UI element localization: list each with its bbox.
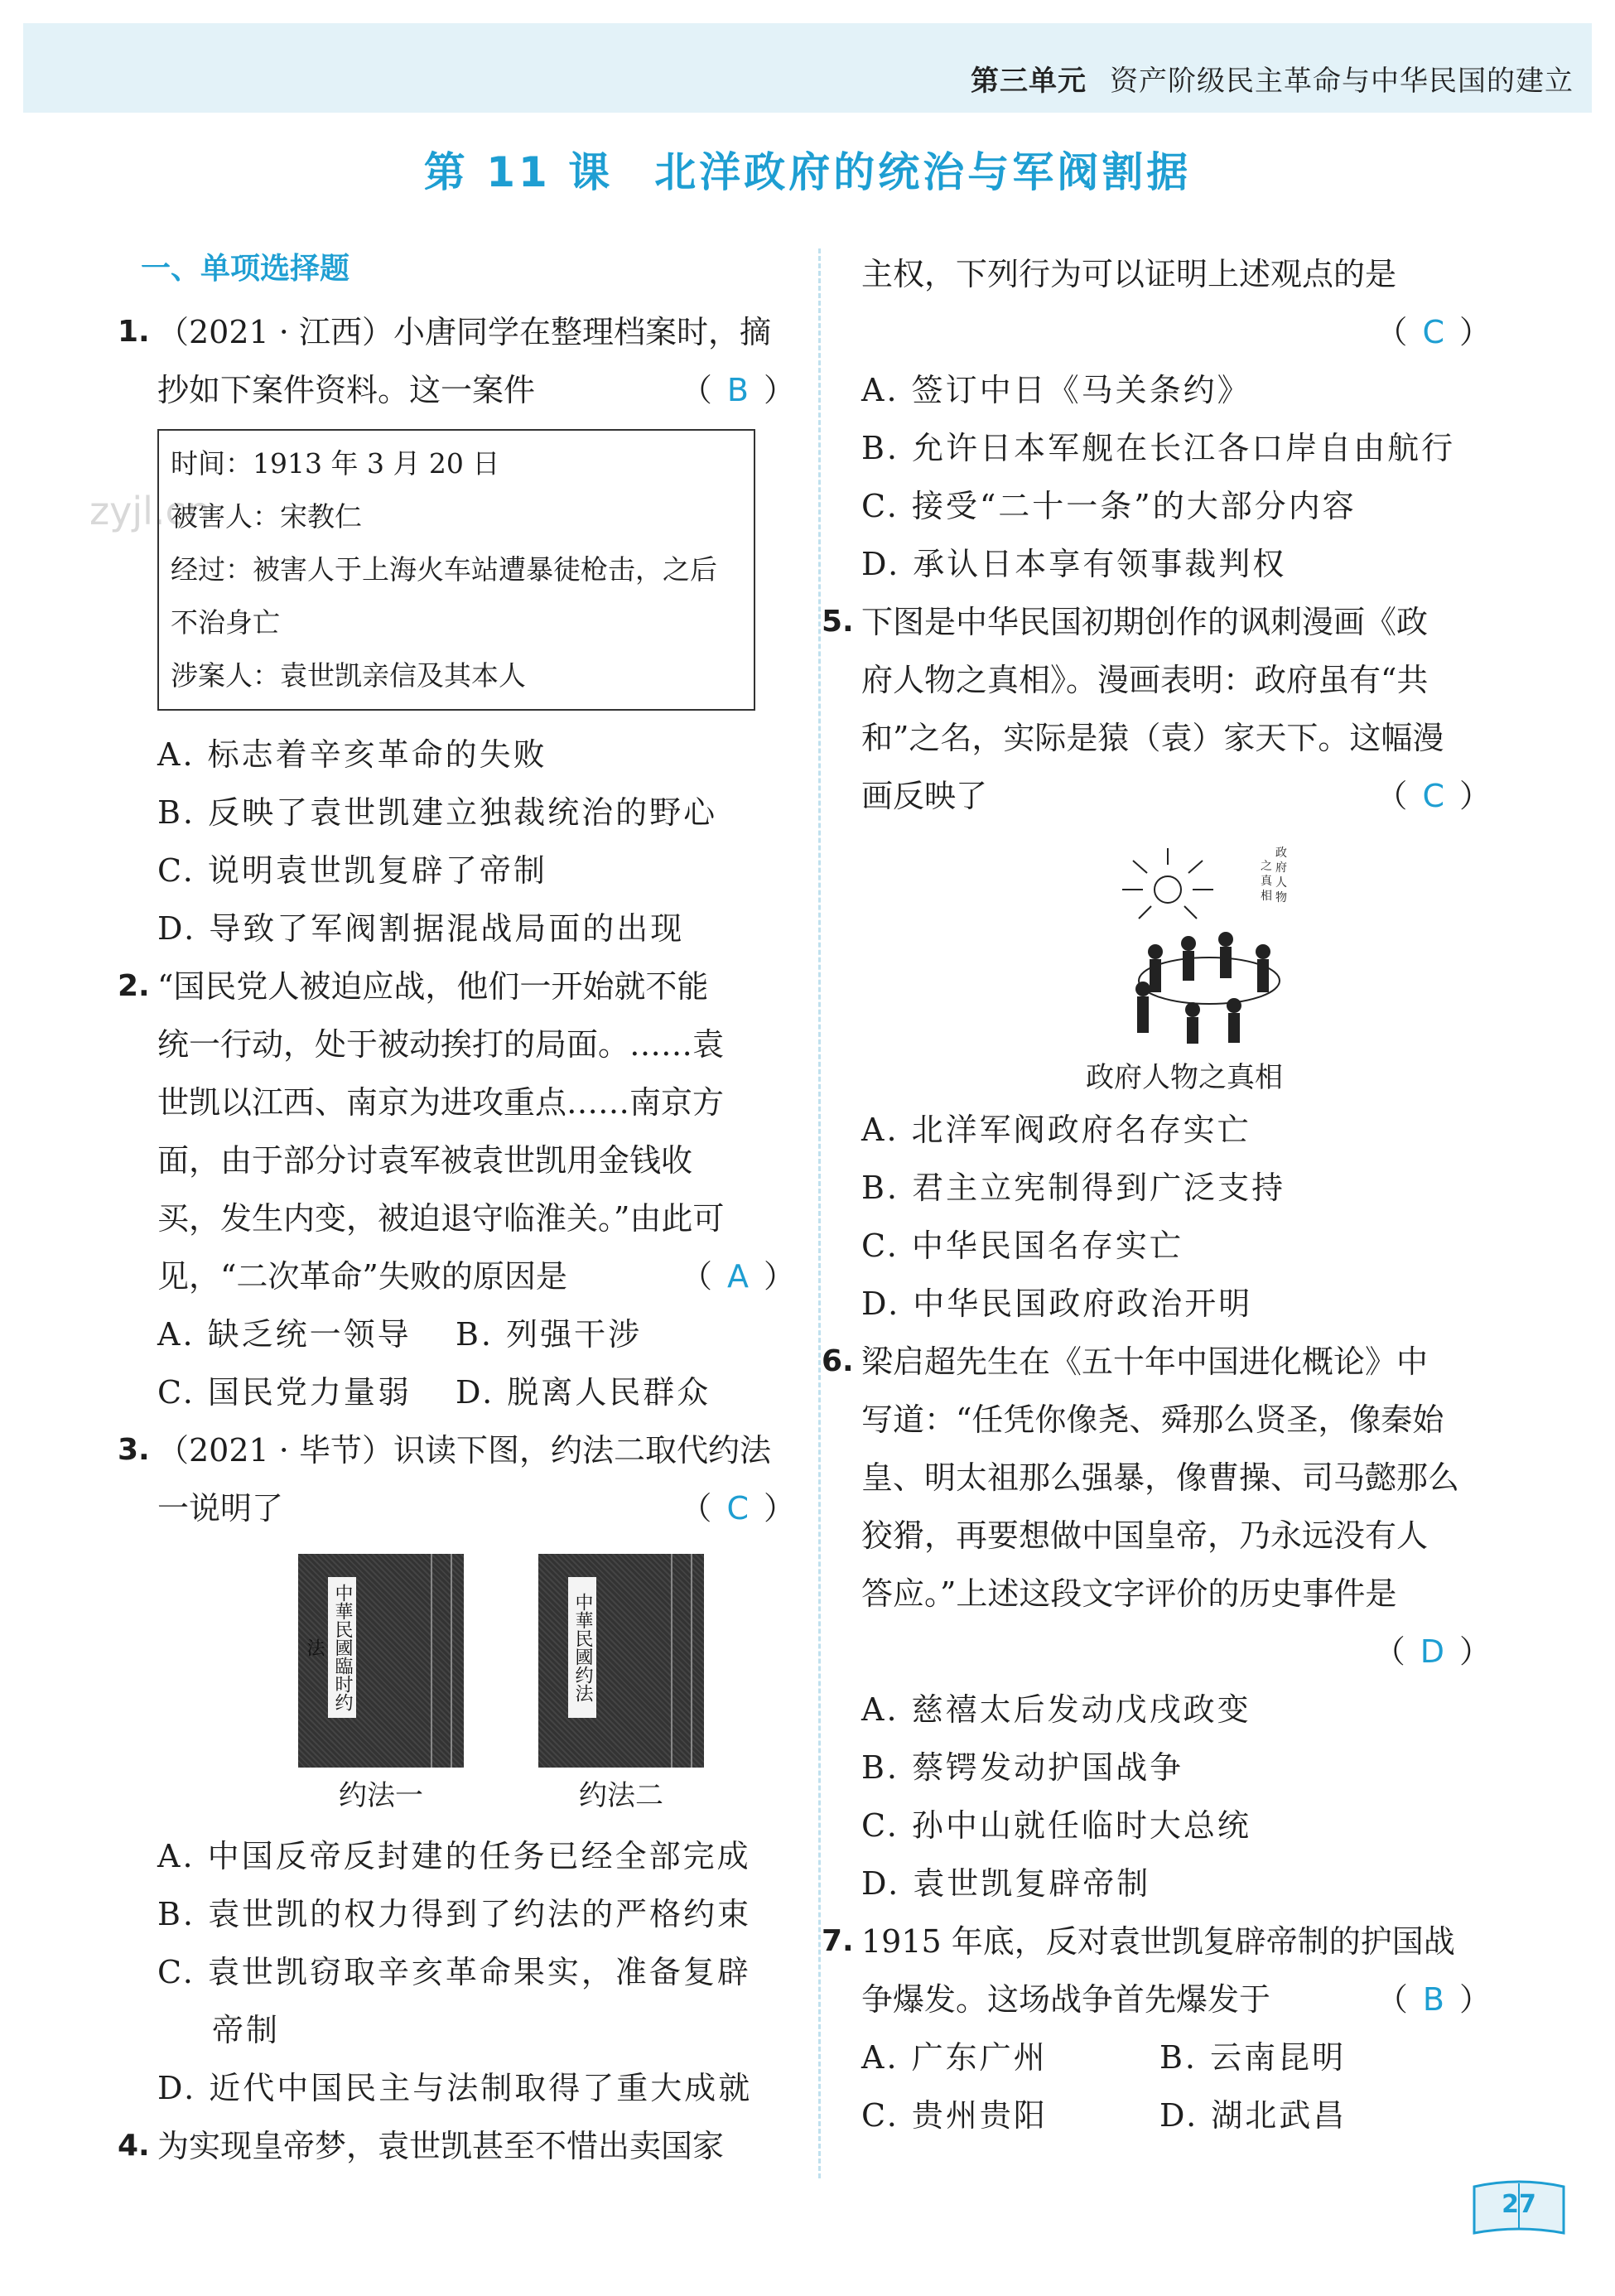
option-b: B. 袁世凯的权力得到了约法的严格约束 bbox=[157, 1896, 752, 1932]
option-c: C. 贵州贵阳 bbox=[861, 2097, 1048, 2134]
answer-letter: C bbox=[1422, 778, 1444, 814]
answer-bracket: （ D ） bbox=[1373, 1633, 1491, 1670]
svg-text:人: 人 bbox=[1275, 876, 1287, 890]
case-suspect: 涉案人：袁世凯亲信及其本人 bbox=[171, 659, 526, 692]
answer-bracket: （ C ） bbox=[1376, 778, 1491, 814]
question-text: （2021 · 江西）小唐同学在整理档案时，摘 bbox=[157, 314, 771, 350]
question-text: 主权，下列行为可以证明上述观点的是 bbox=[861, 256, 1397, 292]
book-2 bbox=[538, 1554, 704, 1819]
question-text: “国民党人被迫应战，他们一开始就不能 bbox=[157, 968, 709, 1005]
question-text: 狡猾，再要想做中国皇帝，乃永远没有人 bbox=[861, 1517, 1429, 1554]
question-text: 和”之名，实际是猿（袁）家天下。这幅漫 bbox=[861, 720, 1444, 756]
question-2-line bbox=[157, 1189, 795, 1247]
right-column bbox=[822, 245, 1491, 2144]
option-b: B. 君主立宪制得到广泛支持 bbox=[861, 1170, 1286, 1206]
option-b: B. 列强干涉 bbox=[456, 1316, 643, 1353]
question-text: 为实现皇帝梦，袁世凯甚至不惜出卖国家 bbox=[157, 2128, 725, 2164]
question-text: 统一行动，处于被动挨打的局面。……袁 bbox=[157, 1026, 725, 1063]
page-number: 27 bbox=[1502, 2190, 1536, 2219]
book-spine bbox=[431, 1554, 452, 1768]
option-a: A. 北洋军阀政府名存实亡 bbox=[861, 1112, 1251, 1148]
question-6-line bbox=[861, 1391, 1491, 1449]
question-number: 5. bbox=[822, 605, 854, 639]
running-header bbox=[971, 58, 1574, 99]
option-c: C. 袁世凯窃取辛亥革命果实，准备复辟 bbox=[157, 1954, 751, 1990]
option-row bbox=[157, 1363, 795, 1421]
section-heading: 一、单项选择题 bbox=[141, 252, 350, 286]
option-d: D. 湖北武昌 bbox=[1159, 2097, 1347, 2134]
question-4-line bbox=[118, 2117, 795, 2175]
lesson-number: 第 11 课 bbox=[423, 148, 614, 196]
option-d: D. 袁世凯复辟帝制 bbox=[861, 1865, 1151, 1902]
question-number: 2. bbox=[118, 969, 150, 1003]
question-2-line bbox=[157, 1015, 795, 1073]
question-6-line bbox=[822, 1333, 1491, 1391]
unit-label: 第三单元 bbox=[971, 65, 1087, 98]
option-b: B. 允许日本军舰在长江各口岸自由航行 bbox=[861, 430, 1456, 466]
option-a: A. 缺乏统一领导 bbox=[157, 1316, 412, 1353]
question-2-line bbox=[118, 957, 795, 1015]
question-5-line bbox=[861, 651, 1491, 709]
case-process: 经过：被害人于上海火车站遭暴徒枪击，之后 bbox=[171, 553, 717, 586]
answer-bracket: （ A ） bbox=[680, 1258, 795, 1295]
question-1-line bbox=[118, 303, 795, 361]
question-text: 争爆发。这场战争首先爆发于 bbox=[861, 1981, 1271, 2018]
svg-text:相: 相 bbox=[1261, 890, 1272, 903]
watermark: zyjl.cn bbox=[89, 489, 210, 533]
question-text: 下图是中华民国初期创作的讽刺漫画《政 bbox=[861, 604, 1429, 640]
question-5-line bbox=[861, 767, 1491, 825]
book-cover-image bbox=[298, 1554, 464, 1768]
answer-bracket: （ C ） bbox=[680, 1490, 795, 1527]
figure-caption: 约法二 bbox=[579, 1779, 663, 1812]
answer-letter: A bbox=[726, 1258, 749, 1295]
option-d: D. 脱离人民群众 bbox=[456, 1374, 711, 1411]
option-c: C. 国民党力量弱 bbox=[157, 1374, 412, 1411]
book-1 bbox=[298, 1554, 464, 1819]
answer-letter: C bbox=[1422, 314, 1444, 350]
question-6-line bbox=[861, 1565, 1491, 1623]
question-text: 面，由于部分讨袁军被袁世凯用金钱收 bbox=[157, 1142, 693, 1179]
column-divider bbox=[818, 248, 821, 2178]
question-text: 画反映了 bbox=[861, 778, 988, 814]
option-a: A. 标志着辛亥革命的失败 bbox=[157, 736, 547, 773]
question-text: 1915 年底，反对袁世凯复辟帝制的护国战 bbox=[861, 1923, 1455, 1960]
figure-caption: 约法一 bbox=[339, 1779, 423, 1812]
svg-text:政: 政 bbox=[1275, 847, 1287, 860]
question-text: 梁启超先生在《五十年中国进化概论》中 bbox=[861, 1343, 1429, 1380]
question-7-line bbox=[822, 1913, 1491, 1970]
question-text: 世凯以江西、南京为进攻重点……南京方 bbox=[157, 1084, 725, 1121]
option-b: B. 反映了袁世凯建立独裁统治的野心 bbox=[157, 794, 718, 831]
question-text: （2021 · 毕节）识读下图，约法二取代约法 bbox=[157, 1432, 771, 1469]
option-c: C. 中华民国名存实亡 bbox=[861, 1228, 1184, 1264]
question-4-answer-line bbox=[861, 303, 1491, 361]
page-number-badge bbox=[1469, 2178, 1569, 2241]
satirical-cartoon-image bbox=[1110, 840, 1300, 1047]
option-b: B. 蔡锷发动护国战争 bbox=[861, 1749, 1184, 1786]
question-number: 3. bbox=[118, 1433, 150, 1467]
question-2-line bbox=[157, 1131, 795, 1189]
question-4-line bbox=[861, 245, 1491, 303]
unit-title: 资产阶级民主革命与中华民国的建立 bbox=[1110, 65, 1574, 98]
question-text: 府人物之真相》。漫画表明：政府虽有“共 bbox=[861, 662, 1429, 698]
option-a: A. 慈禧太后发动戊戌政变 bbox=[861, 1691, 1251, 1728]
option-row bbox=[861, 2086, 1491, 2144]
answer-bracket: （ B ） bbox=[680, 372, 795, 408]
question-5-line bbox=[861, 709, 1491, 767]
question-number: 6. bbox=[822, 1344, 854, 1378]
figure-caption: 政府人物之真相 bbox=[1086, 1061, 1283, 1094]
answer-letter: C bbox=[726, 1490, 749, 1527]
option-d: D. 承认日本享有领事裁判权 bbox=[861, 546, 1287, 582]
question-6-line bbox=[861, 1507, 1491, 1565]
question-text: 见，“二次革命”失败的原因是 bbox=[157, 1258, 567, 1295]
question-1-line bbox=[157, 361, 795, 419]
answer-bracket: （ C ） bbox=[1376, 314, 1491, 350]
option-d: D. 中华民国政府政治开明 bbox=[861, 1285, 1253, 1322]
option-d: D. 近代中国民主与法制取得了重大成就 bbox=[157, 2070, 753, 2106]
question-5-line bbox=[822, 593, 1491, 651]
svg-text:物: 物 bbox=[1275, 891, 1287, 904]
book-title-label: 中華民國约法 bbox=[568, 1577, 596, 1718]
question-3-line bbox=[118, 1421, 795, 1479]
book-title-label: 中華民國臨时约法 bbox=[328, 1577, 356, 1718]
option-c: C. 说明袁世凯复辟了帝制 bbox=[157, 852, 547, 889]
option-c-cont: 帝制 bbox=[212, 2012, 281, 2048]
option-b: B. 云南昆明 bbox=[1159, 2039, 1347, 2076]
option-c: C. 接受“二十一条”的大部分内容 bbox=[861, 488, 1357, 524]
lesson-name: 北洋政府的统治与军阀割据 bbox=[654, 148, 1192, 196]
lesson-title bbox=[0, 139, 1615, 199]
option-a: A. 广东广州 bbox=[861, 2039, 1048, 2076]
svg-text:之: 之 bbox=[1261, 860, 1272, 873]
question-number: 4. bbox=[118, 2129, 150, 2163]
question-3-line bbox=[157, 1479, 795, 1537]
answer-bracket: （ B ） bbox=[1376, 1981, 1491, 2018]
option-d: D. 导致了军阀割据混战局面的出现 bbox=[157, 910, 685, 947]
question-7-line bbox=[861, 1970, 1491, 2028]
question-number: 7. bbox=[822, 1924, 854, 1958]
question-2-line bbox=[157, 1073, 795, 1131]
case-victim: 被害人：宋教仁 bbox=[171, 500, 362, 533]
book-spine bbox=[671, 1554, 692, 1768]
constitution-figure bbox=[207, 1554, 795, 1819]
question-text: 皇、明太祖那么强暴，像曹操、司马懿那么 bbox=[861, 1459, 1460, 1496]
question-text: 答应。”上述这段文字评价的历史事件是 bbox=[861, 1575, 1397, 1612]
question-6-line bbox=[861, 1449, 1491, 1507]
case-time: 时间：1913 年 3 月 20 日 bbox=[171, 447, 500, 480]
svg-text:真: 真 bbox=[1261, 875, 1272, 888]
question-2-line bbox=[157, 1247, 795, 1305]
option-row bbox=[157, 1305, 795, 1363]
question-text: 抄如下案件资料。这一案件 bbox=[157, 372, 536, 408]
book-cover-image bbox=[538, 1554, 704, 1768]
answer-letter: D bbox=[1420, 1633, 1444, 1670]
question-text: 买，发生内变，被迫退守临淮关。”由此可 bbox=[157, 1200, 725, 1237]
question-text: 写道：“任凭你像尧、舜那么贤圣，像秦始 bbox=[861, 1401, 1444, 1438]
svg-text:府: 府 bbox=[1275, 861, 1287, 875]
case-process-cont: 不治身亡 bbox=[171, 606, 280, 639]
question-6-answer-line bbox=[861, 1623, 1491, 1681]
case-record-box bbox=[157, 429, 755, 711]
question-number: 1. bbox=[118, 315, 150, 349]
answer-letter: B bbox=[726, 372, 749, 408]
question-text: 一说明了 bbox=[157, 1490, 284, 1527]
answer-letter: B bbox=[1422, 1981, 1444, 2018]
option-a: A. 签订中日《马关条约》 bbox=[861, 372, 1251, 408]
option-a: A. 中国反帝反封建的任务已经全部完成 bbox=[157, 1838, 751, 1874]
option-row bbox=[861, 2028, 1491, 2086]
option-c: C. 孙中山就任临时大总统 bbox=[861, 1807, 1251, 1844]
